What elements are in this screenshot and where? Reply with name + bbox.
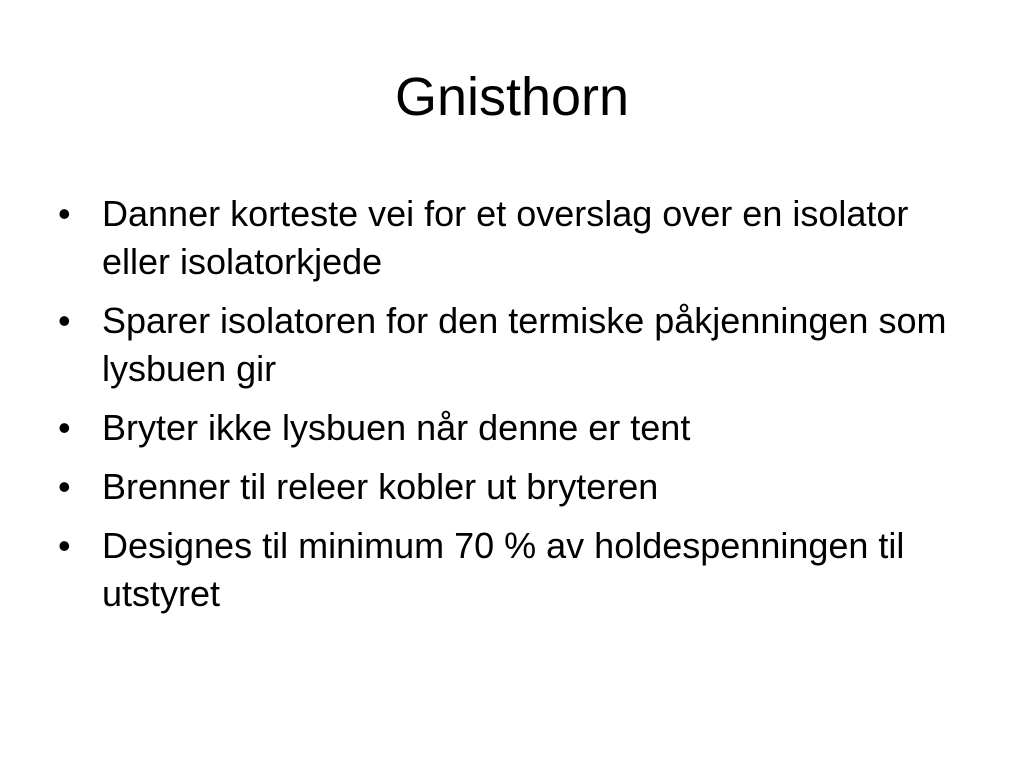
- bullet-icon: •: [58, 300, 71, 341]
- bullet-item: [58, 463, 978, 511]
- bullet-text: Brenner til releer kobler ut bryteren: [102, 466, 659, 507]
- bullet-text: Designes til minimum 70 % av holdespenningen til utstyret: [102, 525, 905, 614]
- bullet-text: Bryter ikke lysbuen når denne er tent: [102, 407, 691, 448]
- bullet-icon: •: [58, 466, 71, 507]
- bullet-icon: •: [58, 193, 71, 234]
- slide-title: Gnisthorn: [394, 67, 630, 127]
- bullet-item: [58, 297, 978, 393]
- bullet-list: [58, 190, 978, 629]
- bullet-item: [58, 522, 978, 618]
- bullet-item: [58, 404, 978, 452]
- bullet-item: [58, 190, 978, 286]
- bullet-text: Danner korteste vei for et overslag over en isolator eller isolatorkjede: [102, 193, 909, 282]
- bullet-icon: •: [58, 525, 71, 566]
- bullet-text: Sparer isolatoren for den termiske påkjenningen som lysbuen gir: [102, 300, 947, 389]
- bullet-icon: •: [58, 407, 71, 448]
